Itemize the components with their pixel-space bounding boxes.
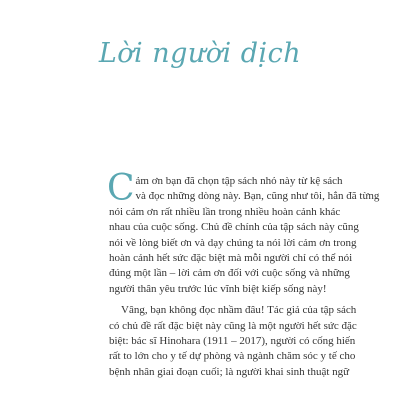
paragraph-2-line: biệt: bác sĩ Hinohara (1911 – 2017), người có cống hiến: [109, 335, 356, 348]
paragraph-1-line: đúng một lần – lời cảm ơn đối với cuộc sống và những: [109, 267, 350, 280]
paragraph-2-line: bệnh nhân giai đoạn cuối; là người khai sinh thuật ngữ: [109, 365, 350, 378]
paragraph-2: [109, 303, 357, 380]
paragraph-1-line: nói về lòng biết ơn và dạy chúng ta nói lời cảm ơn trong: [109, 236, 357, 249]
chapter-title: Lời người dịch: [98, 38, 302, 69]
paragraph-2-line: Vâng, bạn không đọc nhầm đâu! Tác giả của tập sách: [121, 304, 357, 317]
paragraph-2-line: có chủ đề rất đặc biệt này cũng là một người hết sức đặc: [109, 319, 357, 332]
paragraph-1-line: và đọc những dòng này. Bạn, cũng như tôi, hẳn đã từng: [135, 190, 380, 203]
drop-cap: C: [107, 168, 135, 209]
paragraph-1: [107, 168, 380, 297]
paragraph-2-line: rất to lớn cho y tế dự phòng và ngành chăm sóc y tế cho: [109, 350, 356, 363]
paragraph-1-line: người thân yêu trước lúc vĩnh biệt kiếp sống này!: [109, 282, 327, 295]
paragraph-1-line: nói cảm ơn rất nhiều lần trong nhiều hoàn cảnh khác: [109, 205, 341, 218]
paragraph-1-line: hoàn cảnh hết sức đặc biệt mà mỗi người chỉ có thể nói: [109, 252, 353, 265]
paragraph-1-line: nhau của cuộc sống. Chủ đề chính của tập sách này cũng: [109, 221, 359, 234]
body-text: [107, 168, 380, 380]
paragraph-1-line: ảm ơn bạn đã chọn tập sách nhỏ này từ kệ sách: [135, 175, 343, 187]
